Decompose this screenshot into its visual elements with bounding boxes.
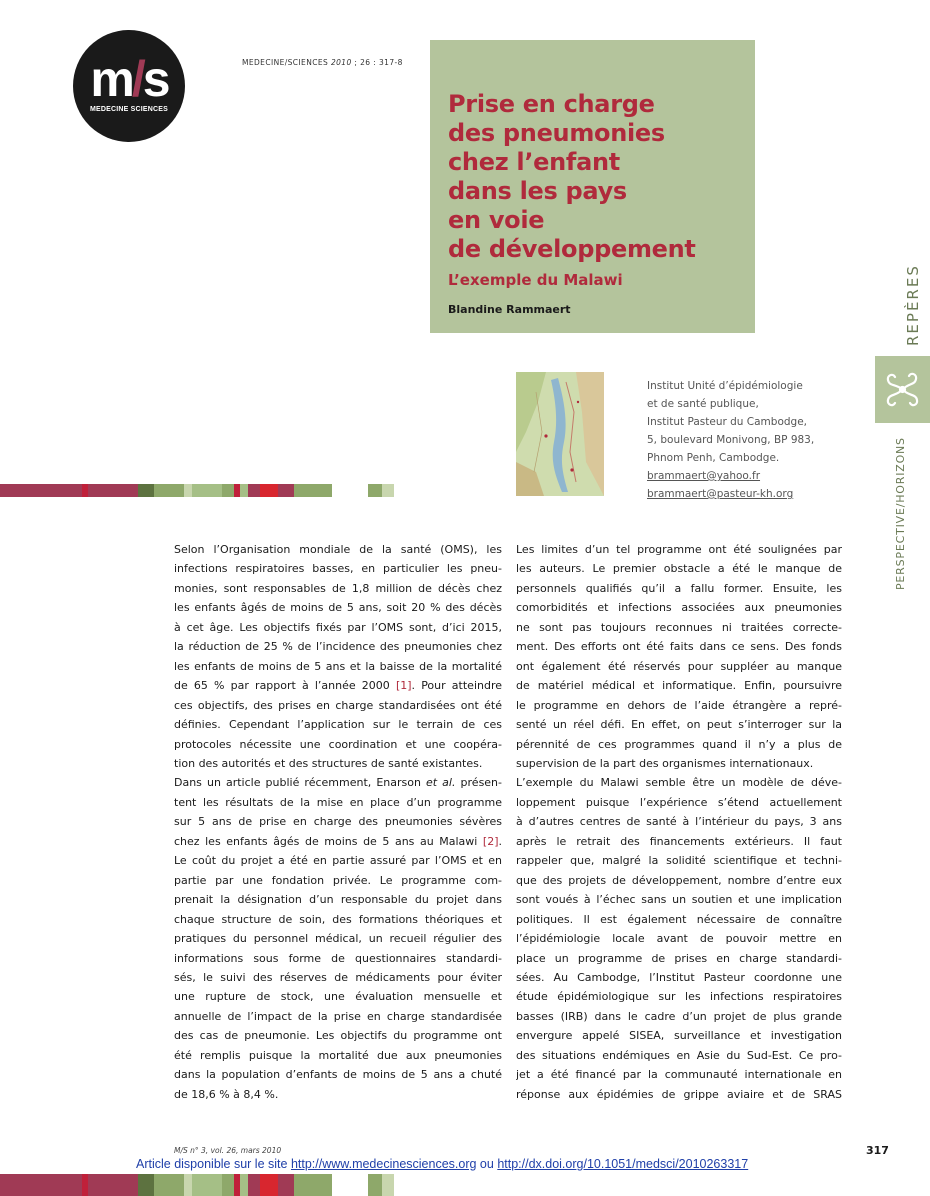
- text-line: Les limites d’un tel programme ont été soulignées par: [516, 543, 842, 556]
- ms-logo-icon: [73, 30, 185, 142]
- text-line: tion des autorités et des structures de santé existantes.: [174, 756, 483, 770]
- text-line: personnels qualifiés qu’il a fallu former. Ensuite, les: [516, 581, 842, 595]
- page-number: 317: [866, 1144, 889, 1157]
- subsection-label: PERSPECTIVE/HORIZONS: [894, 437, 907, 590]
- text-line: réponse aux épidémies de grippe aviaire et de SRAS: [516, 1087, 842, 1101]
- text-line: jet a été financé par la communauté internationale en: [516, 1068, 842, 1082]
- text-line: tent les résultats de la mise en place d’un programme: [174, 795, 502, 809]
- text-line: que des projets de développement, nombre d’entre eux: [516, 873, 842, 887]
- text-line: annuelle de l’impact de la prise en charge standardisée: [174, 1009, 502, 1023]
- text-line: les auteurs. Le premier obstacle a été le manque de: [516, 562, 842, 576]
- availability-notice: Article disponible sur le site http://www.medecinesciences.org ou http://dx.doi.org/10.1051/medsci/2010263317: [136, 1157, 749, 1171]
- text-line: informations sous forme de questionnaires standardi-: [174, 951, 502, 965]
- text-line: ont également été réservés pour suppléer au manque: [516, 659, 842, 673]
- text-line: Selon l’Organisation mondiale de la santé (OMS), les: [174, 543, 502, 556]
- journal-reference: MEDECINE/SCIENCES 2010 ; 26 : 317-8: [242, 58, 403, 67]
- text-line: à cet âge. Les objectifs fixés par l’OMS sont, d’ici 2015,: [174, 620, 502, 634]
- logo-subtitle: MEDECINE SCIENCES: [89, 106, 169, 113]
- decorative-stripe: [0, 484, 394, 497]
- title-line: Prise en charge: [448, 90, 655, 118]
- text-line: étude épidémiologique sur les infections respiratoires: [516, 990, 842, 1004]
- text-line: politiques. Il est également nécessaire de connaître: [516, 912, 842, 926]
- title-line: chez l’enfant: [448, 148, 620, 176]
- title-box: [430, 40, 755, 333]
- affiliation-line: Institut Unité d’épidémiologie: [647, 380, 803, 392]
- text-line: Le coût du projet a été en partie assuré par l’OMS et en: [174, 854, 502, 868]
- body-column-left: [174, 540, 502, 1104]
- text-line: supervision de la part des organismes internationaux.: [516, 756, 814, 770]
- text-line: loppement puisque l’expérience s’étend actuellement: [516, 795, 842, 809]
- text-line: ment. Des efforts ont été faits dans ce sens. Des fonds: [516, 640, 842, 654]
- text-line: L’exemple du Malawi semble être un modèle de déve-: [516, 776, 842, 790]
- text-line: sur 5 ans de prise en charge des pneumonies sévères: [174, 815, 502, 829]
- logo-mark: m/s: [90, 51, 168, 107]
- affiliation-line: Phnom Penh, Cambodge.: [647, 452, 780, 464]
- citation-link[interactable]: [1]: [395, 679, 412, 693]
- text-line: après le retrait des financements extérieurs. Il faut: [516, 834, 842, 848]
- text-line: sées. Au Cambodge, l’Institut Pasteur coordonne une: [516, 970, 842, 984]
- text-line: la réduction de 25 % de l’incidence des pneumonies chez: [174, 640, 502, 654]
- text-line: partie par une fondation privée. Le programme com-: [174, 873, 502, 887]
- malawi-map-icon: [516, 372, 604, 496]
- article-title: [448, 90, 748, 264]
- title-line: dans les pays: [448, 177, 627, 205]
- section-label: REPÈRES: [904, 264, 922, 346]
- text-line: l’épidémiologie locale avant de pouvoir mettre en: [516, 932, 842, 946]
- section-tab: [878, 258, 928, 348]
- text-line: dans la population d’enfants de moins de 5 ans a chuté: [174, 1068, 502, 1082]
- text-line: rappeler que, malgré la solidité scientifique et techni-: [516, 854, 842, 868]
- subsection-tab: [878, 434, 928, 594]
- body-column-right: [516, 540, 842, 1104]
- issue-reference: M/S n° 3, vol. 26, mars 2010: [174, 1146, 282, 1155]
- affiliation-line: Institut Pasteur du Cambodge,: [647, 416, 808, 428]
- title-line: en voie: [448, 206, 545, 234]
- text-line: de 18,6 % à 8,4 %.: [174, 1087, 279, 1101]
- text-line: basses (IRB) dans le cadre d’un projet de plus grande: [516, 1009, 842, 1023]
- text-line: chez les enfants âgés de moins de 5 ans au Malawi [2].: [174, 834, 502, 848]
- text-line: les enfants âgés de moins de 5 ans, soit 20 % des décès: [174, 601, 502, 615]
- text-line: infections respiratoires basses, en particulier les pneu-: [174, 562, 502, 576]
- text-line: pratiques du personnel médical, un recueil régulier des: [174, 932, 502, 946]
- text-line: comorbidités et infections associées aux pneumonies: [516, 601, 842, 615]
- affiliation-line: et de santé publique,: [647, 398, 759, 410]
- text-line: pérennité de ces programmes quand il n’y a plus de: [516, 737, 842, 751]
- doi-link[interactable]: http://dx.doi.org/10.1051/medsci/2010263317: [497, 1157, 749, 1171]
- decorative-stripe: [0, 1174, 394, 1196]
- affiliation: [647, 377, 814, 503]
- text-line: place un programme de prises en charge standardi-: [516, 951, 842, 965]
- article-author: Blandine Rammaert: [448, 303, 571, 316]
- text-line: des situations endémiques en Asie du Sud-Est. Ce pro-: [516, 1048, 842, 1062]
- text-line: envergure appelé SISEA, surveillance et investigation: [516, 1029, 842, 1043]
- text-line: été remplis puisque la mortalité due aux pneumonies: [174, 1048, 502, 1062]
- text-line: ces objectifs, des prises en charge standardisées ont été: [174, 698, 502, 712]
- spiral-ornament-icon: [875, 356, 930, 423]
- email-link[interactable]: brammaert@pasteur-kh.org: [647, 488, 794, 500]
- text-line: ne sont pas toujours reconnues ni traitées correcte-: [516, 620, 842, 634]
- email-link[interactable]: brammaert@yahoo.fr: [647, 470, 761, 482]
- text-line: senté un réel défi. En effet, on peut s’interroger sur la: [516, 718, 842, 732]
- text-line: monies, sont responsables de 1,8 million de décès chez: [174, 581, 502, 595]
- text-line: à d’autres centres de santé à l’intérieur du pays, 3 ans: [516, 815, 842, 829]
- affiliation-line: 5, boulevard Monivong, BP 983,: [647, 434, 815, 446]
- article-subtitle: L’exemple du Malawi: [448, 271, 623, 289]
- title-line: des pneumonies: [448, 119, 665, 147]
- text-line: des cas de pneumonie. Les objectifs du programme ont: [174, 1029, 502, 1043]
- text-line: le programme en dehors de l’aide étrangère a repré-: [516, 698, 842, 712]
- title-line: de développement: [448, 235, 696, 263]
- citation-link[interactable]: [2]: [482, 834, 499, 848]
- text-line: sés, le suivi des réserves de médicaments pour éviter: [174, 970, 502, 984]
- text-line: de 65 % par rapport à l’année 2000 [1]. Pour atteindre: [174, 679, 502, 693]
- text-line: sont voués à l’échec sans un soutien et une implication: [516, 893, 842, 907]
- text-line: Dans un article publié récemment, Enarson et al. présen-: [174, 776, 502, 790]
- text-line: chaque structure de soin, des formations théoriques et: [174, 912, 502, 926]
- site-link[interactable]: http://www.medecinesciences.org: [290, 1157, 477, 1171]
- text-line: prenait la désignation d’un responsable du projet dans: [174, 893, 502, 907]
- text-line: une rupture de stock, une évaluation mensuelle et: [174, 990, 502, 1004]
- text-line: définies. Cependant l’application sur le terrain de ces: [174, 718, 502, 732]
- text-line: les enfants de moins de 5 ans et la baisse de la mortalité: [174, 659, 502, 673]
- text-line: de matériel médical et informatique. Enfin, poursuivre: [516, 679, 842, 693]
- text-line: protocoles nécessite une coordination et une coopéra-: [174, 737, 502, 751]
